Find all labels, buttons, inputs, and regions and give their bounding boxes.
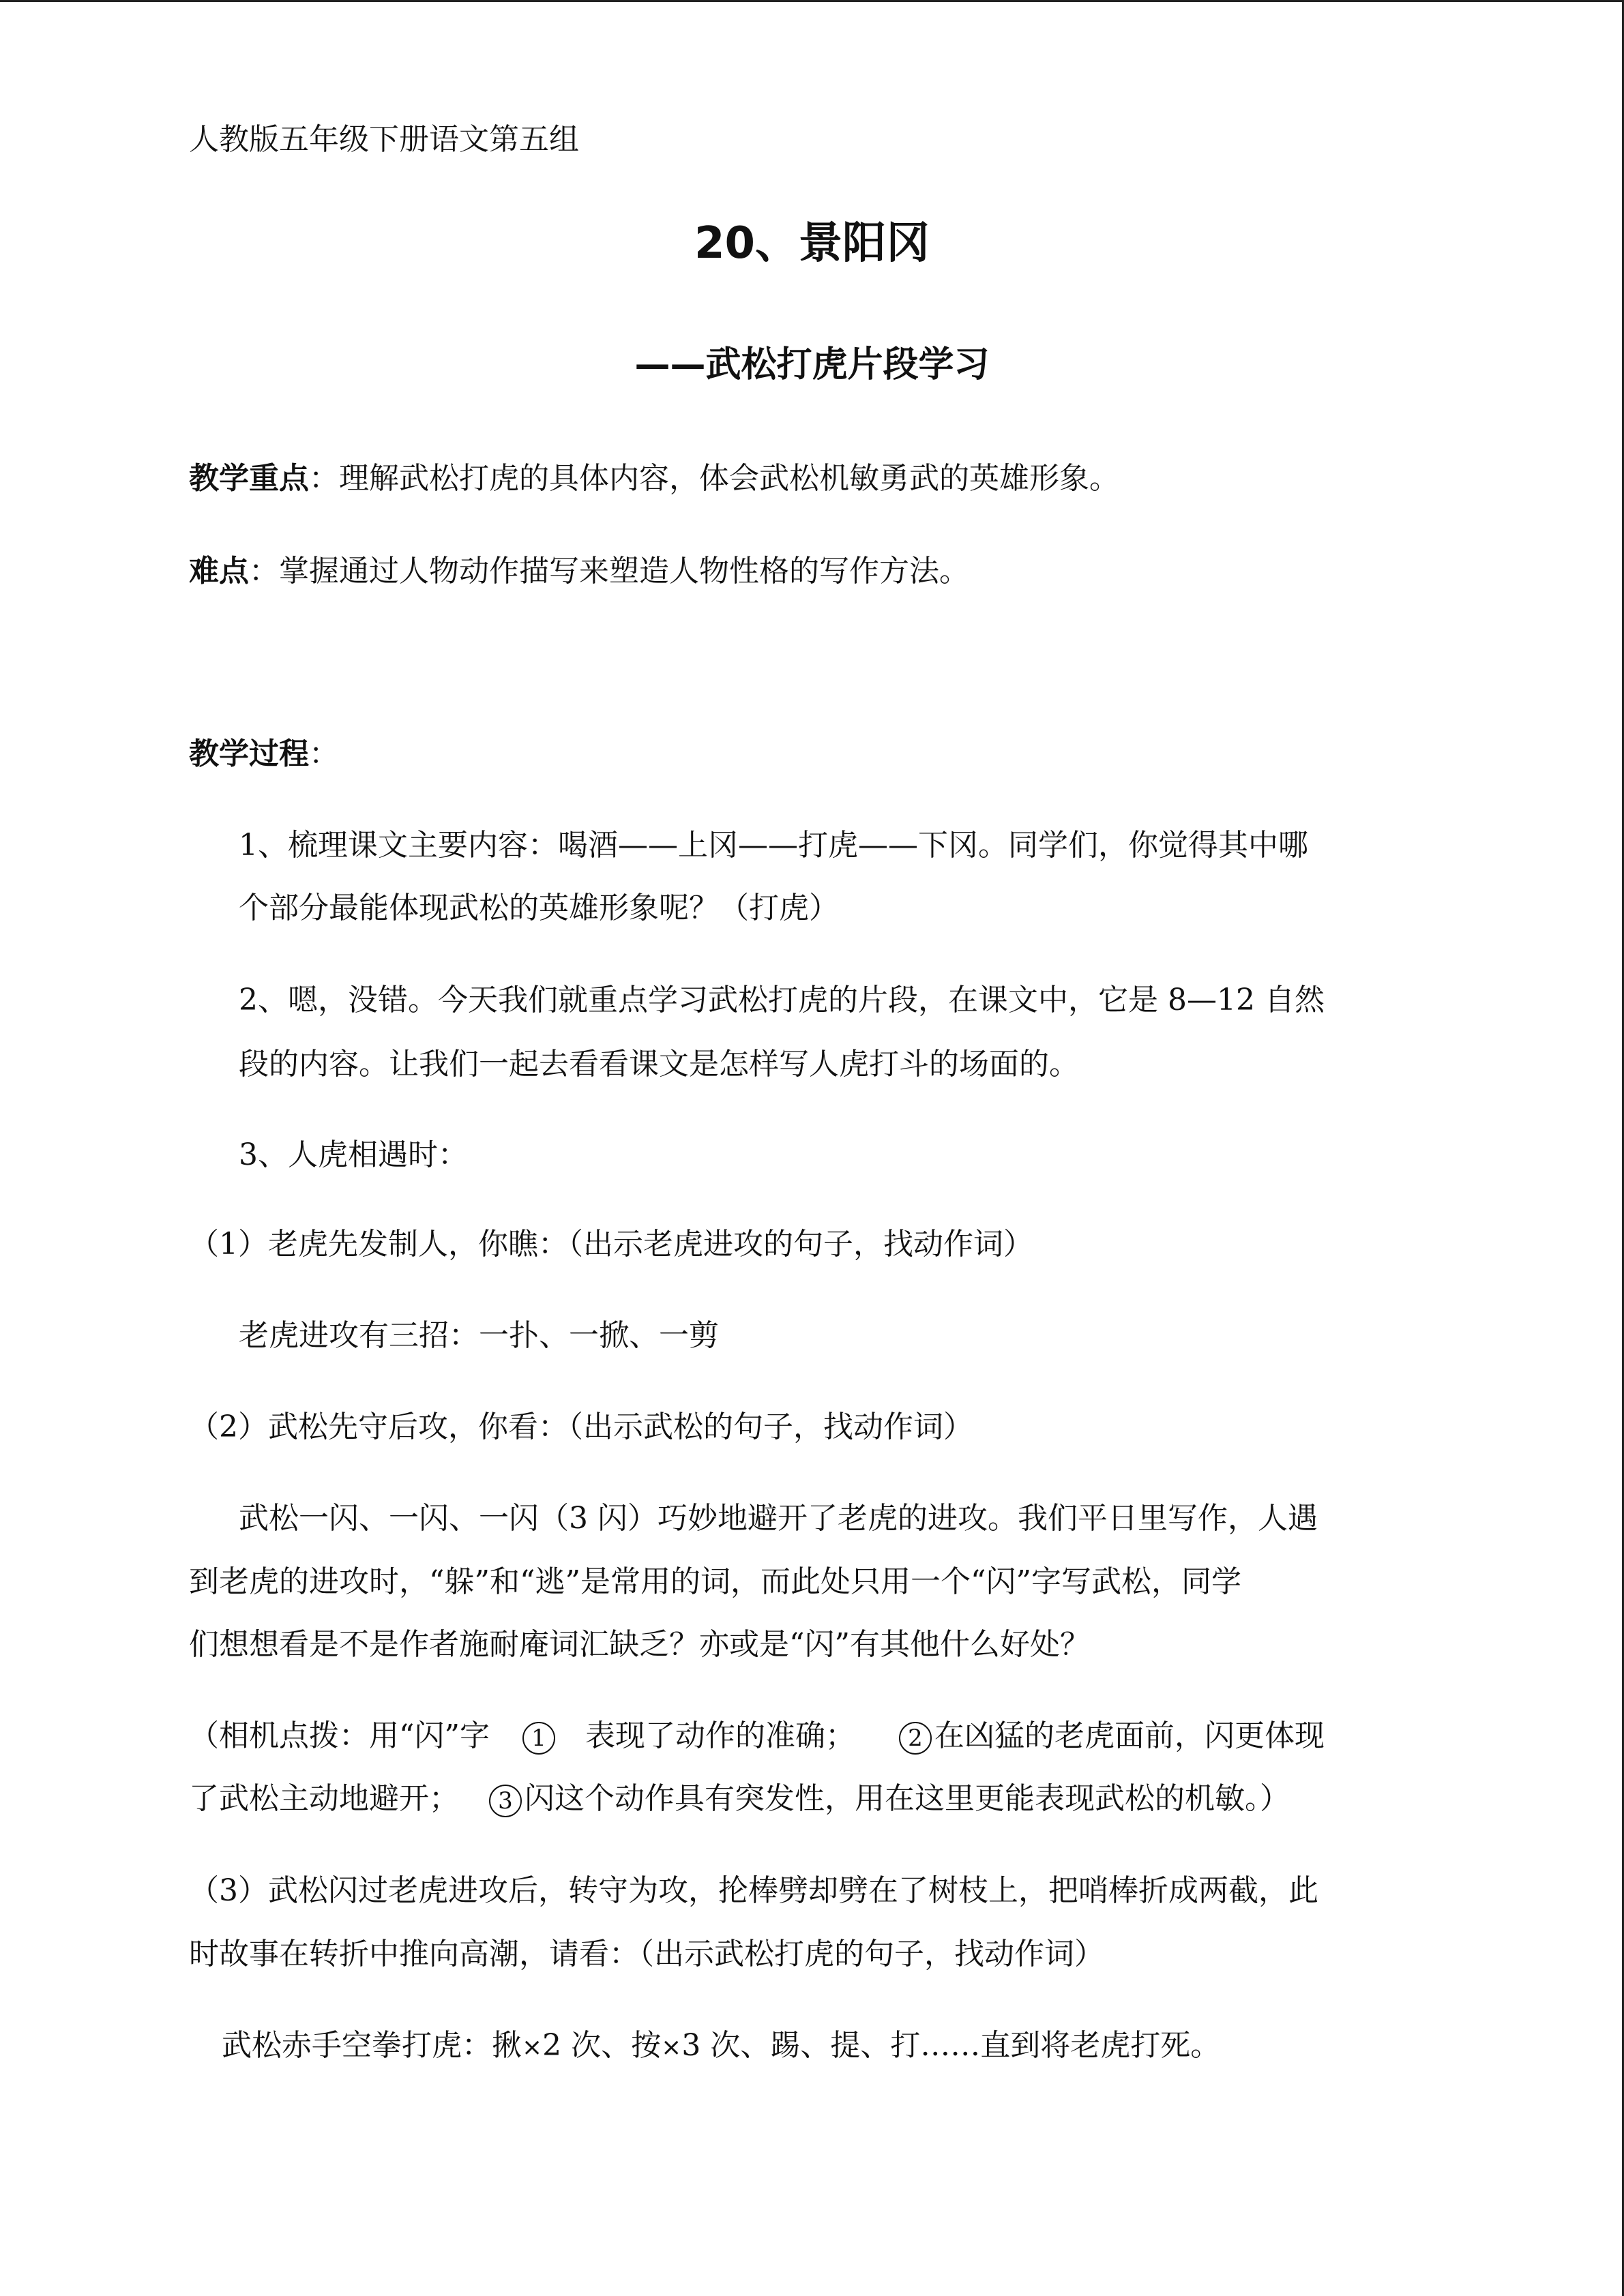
circled-number-1: 1 [522, 1722, 555, 1755]
difficulty-line [189, 551, 969, 592]
page-border-top [0, 0, 1624, 2]
sub1-line1: （1）老虎先发制人，你瞧：（出示老虎进攻的句子，找动作词） [189, 1227, 1033, 1262]
hint-text1: 表现了动作的准确； [585, 1718, 855, 1753]
difficulty-label: 难点 [189, 554, 249, 588]
key-point-line [189, 458, 1119, 499]
final-text-c: 3 次、踢、提、打……直到将老虎打死。 [681, 2028, 1221, 2063]
document-header: 人教版五年级下册语文第五组 [189, 122, 579, 157]
step3-title: 3、人虎相遇时： [239, 1137, 468, 1172]
step2-line2: 段的内容。让我们一起去看看课文是怎样写人虎打斗的场面的。 [239, 1047, 1079, 1082]
step2-line1: 2、嗯，没错。今天我们就重点学习武松打虎的片段，在课文中，它是 8—12 自然 [239, 983, 1325, 1017]
process-colon: ： [309, 736, 339, 771]
key-point-text: ：理解武松打虎的具体内容，体会武松机敏勇武的英雄形象。 [309, 461, 1119, 496]
sub3-line1: （3）武松闪过老虎进攻后，转守为攻，抡棒劈却劈在了树枝上，把哨棒折成两截，此 [189, 1873, 1318, 1908]
times-mark-1: × [522, 2033, 543, 2061]
sub3-line2: 时故事在转折中推向高潮，请看：（出示武松打虎的句子，找动作词） [189, 1937, 1104, 1971]
step1-line1: 1、梳理课文主要内容：喝酒——上冈——打虎——下冈。同学们，你觉得其中哪 [239, 828, 1308, 863]
circled-number-3: 3 [489, 1785, 522, 1817]
page-title: 20、景阳冈 [694, 218, 930, 269]
hint-line1 [189, 1716, 1325, 1757]
final-text-b: 2 次、按 [542, 2028, 662, 2063]
hint-text-line2: 了武松主动地避开； [189, 1781, 459, 1816]
page-subtitle: ——武松打虎片段学习 [634, 344, 990, 385]
sub2-para-line1: 武松一闪、一闪、一闪（3 闪）巧妙地避开了老虎的进攻。我们平日里写作，人遇 [239, 1501, 1318, 1536]
circled-number-2: 2 [899, 1722, 932, 1755]
final-line [222, 2025, 1220, 2068]
final-text-a: 武松赤手空拳打虎：揪 [222, 2028, 522, 2063]
process-heading [189, 734, 339, 775]
sub2-para-line2: 到老虎的进攻时，“躲”和“逃”是常用的词，而此处只用一个“闪”字写武松，同学 [189, 1564, 1241, 1599]
process-label: 教学过程 [189, 736, 309, 771]
sub1-line2: 老虎进攻有三招：一扑、一掀、一剪 [239, 1318, 719, 1353]
times-mark-2: × [661, 2033, 682, 2061]
hint-prefix: （相机点拨：用“闪”字 [189, 1718, 490, 1753]
difficulty-text: ：掌握通过人物动作描写来塑造人物性格的写作方法。 [249, 554, 969, 588]
hint-line2 [189, 1778, 1290, 1819]
hint-text3: 闪这个动作具有突发性，用在这里更能表现武松的机敏。） [525, 1781, 1290, 1816]
step1-line2: 个部分最能体现武松的英雄形象呢？（打虎） [239, 891, 839, 925]
hint-text2: 在凶猛的老虎面前，闪更体现 [934, 1718, 1325, 1753]
key-point-label: 教学重点 [189, 461, 309, 496]
sub2-line1: （2）武松先守后攻，你看：（出示武松的句子，找动作词） [189, 1410, 973, 1444]
sub2-para-line3: 们想想看是不是作者施耐庵词汇缺乏？亦或是“闪”有其他什么好处？ [189, 1627, 1090, 1662]
